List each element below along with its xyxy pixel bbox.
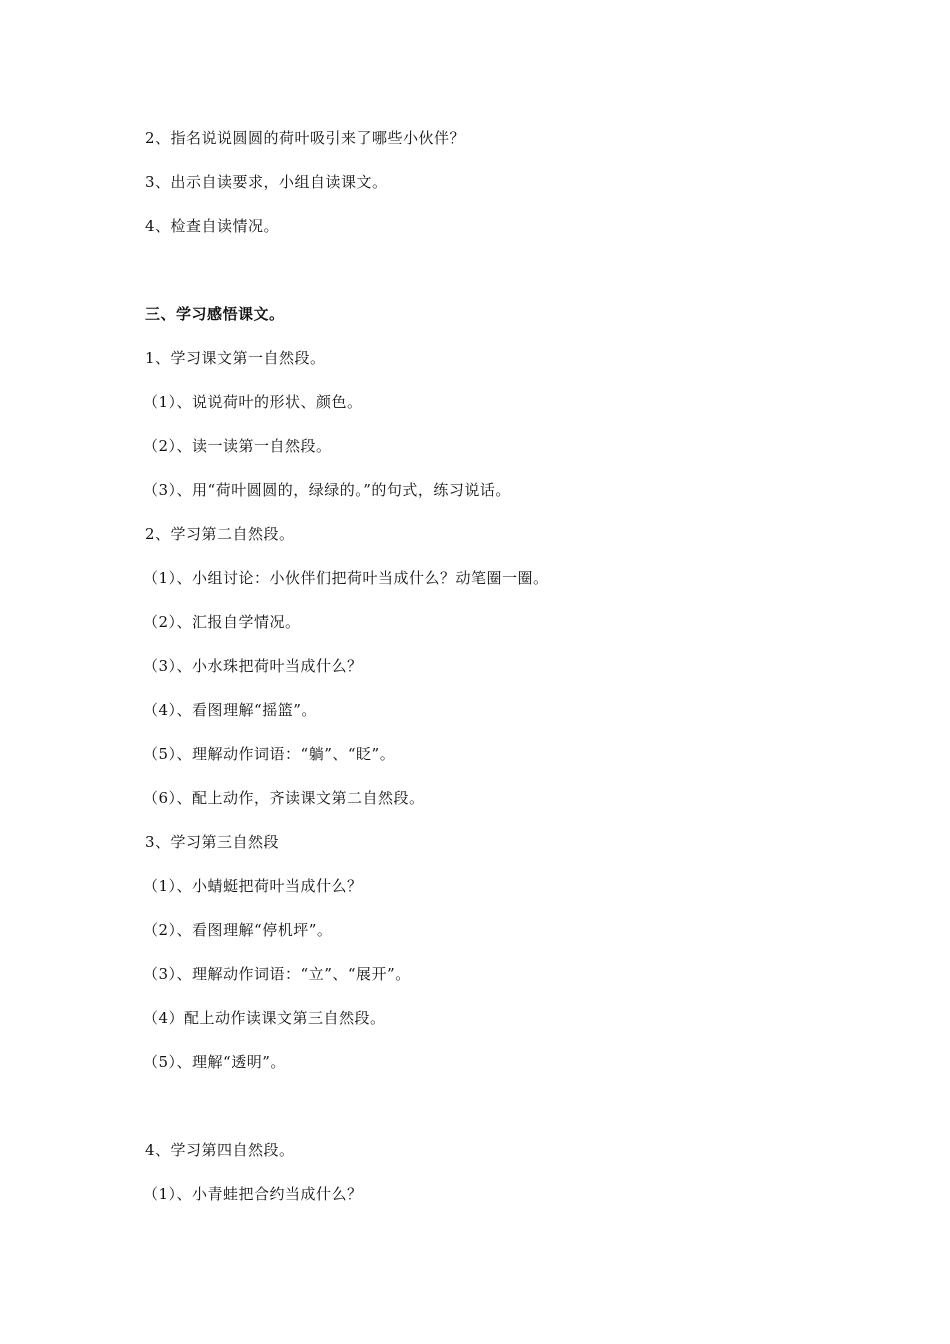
sub-item: （3）、理解动作词语：“立”、“展开”。 [143,965,411,983]
list-item: 4、学习第四自然段。 [145,1141,295,1159]
sub-item: （2）、汇报自学情况。 [143,613,301,631]
sub-item: （5）、理解“透明”。 [143,1053,286,1071]
sub-item: （1）、小青蛙把合约当成什么？ [143,1185,363,1203]
sub-item: （2）、看图理解“停机坪”。 [143,921,333,939]
sub-item: （4）配上动作读课文第三自然段。 [143,1009,386,1027]
sub-item: （3）、用“荷叶圆圆的，绿绿的。”的句式，练习说话。 [143,481,511,499]
list-item: 3、学习第三自然段 [145,833,280,851]
list-item: 3、出示自读要求，小组自读课文。 [145,173,388,191]
sub-item: （3）、小水珠把荷叶当成什么？ [143,657,363,675]
section-heading: 三、学习感悟课文。 [145,305,285,323]
sub-item: （1）、小蜻蜓把荷叶当成什么？ [143,877,363,895]
list-item: 2、学习第二自然段。 [145,525,295,543]
sub-item: （2）、读一读第一自然段。 [143,437,332,455]
list-item: 4、检查自读情况。 [145,217,280,235]
list-item: 2、指名说说圆圆的荷叶吸引来了哪些小伙伴？ [145,129,466,147]
sub-item: （6）、配上动作，齐读课文第二自然段。 [143,789,425,807]
sub-item: （5）、理解动作词语：“躺”、“眨”。 [143,745,396,763]
sub-item: （4）、看图理解“摇篮”。 [143,701,317,719]
sub-item: （1）、小组讨论：小伙伴们把荷叶当成什么？动笔圈一圈。 [143,569,549,587]
sub-item: （1）、说说荷叶的形状、颜色。 [143,393,363,411]
list-item: 1、学习课文第一自然段。 [145,349,326,367]
